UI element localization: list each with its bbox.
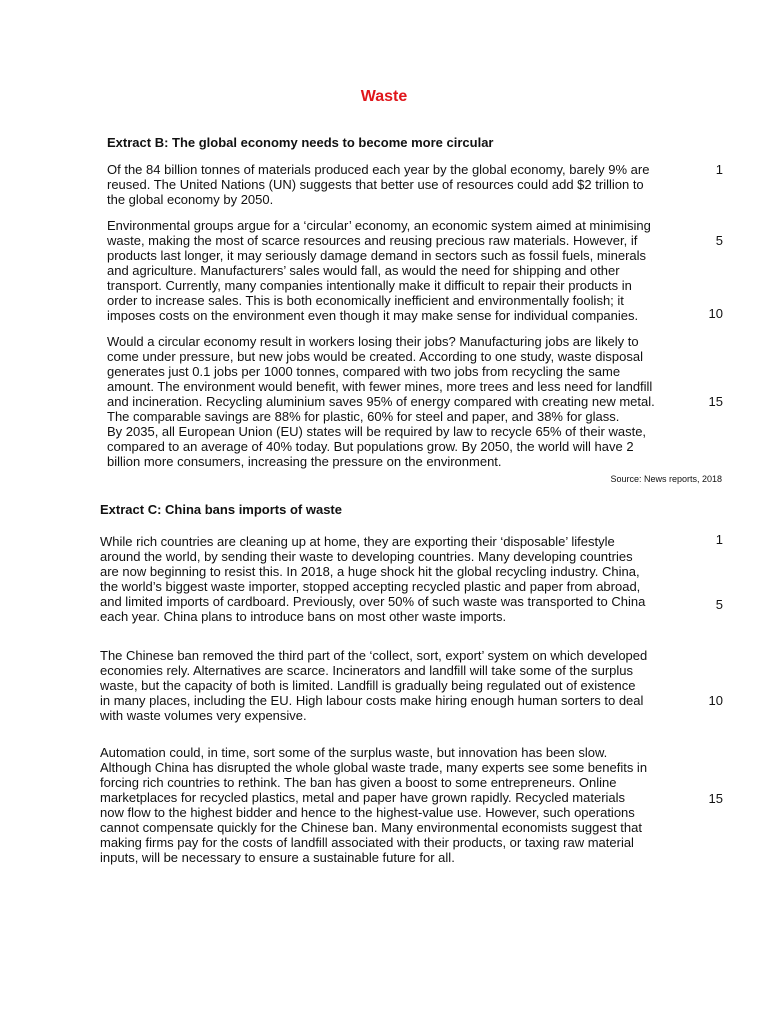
extract-c-line: with waste volumes very expensive. bbox=[100, 708, 307, 723]
extract-c-heading: Extract C: China bans imports of waste bbox=[100, 502, 342, 517]
extract-c-line: cannot compensate quickly for the Chinese ban. Many environmental economists suggest that bbox=[100, 820, 642, 835]
extract-b-line: The comparable savings are 88% for plastic, 60% for steel and paper, and 38% for glass. bbox=[107, 409, 620, 424]
extract-b-line: Environmental groups argue for a ‘circular’ economy, an economic system aimed at minimising bbox=[107, 218, 651, 233]
extract-b-line: and agriculture. Manufacturers’ sales would fall, as would the need for shipping and other bbox=[107, 263, 620, 278]
extract-b-line: the global economy by 2050. bbox=[107, 192, 274, 207]
line-number: 10 bbox=[708, 306, 723, 321]
extract-c-line: economies rely. Alternatives are scarce. Incinerators and landfill will take some of the surplus bbox=[100, 663, 634, 678]
extract-c-line: waste, but the capacity of both is limited. Landfill is gradually being regulated out of existence bbox=[100, 678, 636, 693]
extract-b-line: By 2035, all European Union (EU) states will be required by law to recycle 65% of their waste, bbox=[107, 424, 647, 439]
extract-b-line: billion more consumers, increasing the pressure on the environment. bbox=[107, 454, 502, 469]
extract-c-line: making firms pay for the costs of landfill associated with their products, or taxing raw material bbox=[100, 835, 634, 850]
extract-c-line: Automation could, in time, sort some of the surplus waste, but innovation has been slow. bbox=[100, 745, 608, 760]
extract-c-line: inputs, will be necessary to ensure a sustainable future for all. bbox=[100, 850, 455, 865]
extract-b-line: Would a circular economy result in workers losing their jobs? Manufacturing jobs are likely to bbox=[107, 334, 639, 349]
extract-b-line: waste, making the most of scarce resources and reusing precious raw materials. However, if bbox=[107, 233, 638, 248]
line-number: 15 bbox=[708, 791, 723, 806]
extract-b-line: come under pressure, but new jobs would be created. According to one study, waste disposal bbox=[107, 349, 643, 364]
extract-b-line: generates just 0.1 jobs per 1000 tonnes, compared with two jobs from recycling the same bbox=[107, 364, 621, 379]
extract-c-line: and limited imports of cardboard. Previously, over 50% of such waste was transported to China bbox=[100, 594, 646, 609]
line-number: 1 bbox=[715, 162, 723, 177]
extract-b-line: order to increase sales. This is both economically inefficient and environmentally foolish; it bbox=[107, 293, 624, 308]
extract-c-line: are now beginning to resist this. In 2018, a huge shock hit the global recycling industry. China, bbox=[100, 564, 640, 579]
extract-c-line: While rich countries are cleaning up at home, they are exporting their ‘disposable’ lifestyle bbox=[100, 534, 615, 549]
extract-b-line: and incineration. Recycling aluminium saves 95% of energy compared with creating new metal. bbox=[107, 394, 655, 409]
extract-c-line: each year. China plans to introduce bans on most other waste imports. bbox=[100, 609, 507, 624]
extract-b-line: reused. The United Nations (UN) suggests that better use of resources could add $2 trillion to bbox=[107, 177, 644, 192]
extract-b-line: products last longer, it may seriously damage demand in sectors such as fossil fuels, minerals bbox=[107, 248, 647, 263]
extract-c-line: around the world, by sending their waste to developing countries. Many developing countries bbox=[100, 549, 633, 564]
extract-c-line: Although China has disrupted the whole global waste trade, many experts see some benefits in bbox=[100, 760, 648, 775]
extract-c-line: now flow to the highest bidder and hence to the highest-value use. However, such operations bbox=[100, 805, 635, 820]
extract-b-line: compared to an average of 40% today. But populations grow. By 2050, the world will have 2 bbox=[107, 439, 634, 454]
extract-b-line: amount. The environment would benefit, with fewer mines, more trees and less need for landfill bbox=[107, 379, 653, 394]
extract-c-line: the world’s biggest waste importer, stopped accepting recycled plastic and paper from abroad, bbox=[100, 579, 641, 594]
extract-c-line: forcing rich countries to rethink. The ban has given a boost to some entrepreneurs. Online bbox=[100, 775, 617, 790]
extract-b-heading: Extract B: The global economy needs to become more circular bbox=[107, 135, 494, 150]
extract-b-line: transport. Currently, many companies intentionally make it difficult to repair their products in bbox=[107, 278, 632, 293]
extract-c-line: in many places, including the EU. High labour costs make hiring enough human sorters to deal bbox=[100, 693, 644, 708]
extract-c-line: The Chinese ban removed the third part of the ‘collect, sort, export’ system on which developed bbox=[100, 648, 648, 663]
source-citation: Source: News reports, 2018 bbox=[610, 474, 722, 484]
line-number: 15 bbox=[708, 394, 723, 409]
line-number: 5 bbox=[715, 597, 723, 612]
extract-c-line: marketplaces for recycled plastics, metal and paper have grown rapidly. Recycled materials bbox=[100, 790, 626, 805]
page-title: Waste bbox=[360, 88, 408, 105]
extract-b-line: Of the 84 billion tonnes of materials produced each year by the global economy, barely 9% are bbox=[107, 162, 650, 177]
line-number: 5 bbox=[715, 233, 723, 248]
line-number: 1 bbox=[715, 532, 723, 547]
extract-b-line: imposes costs on the environment even though it may make sense for individual companies. bbox=[107, 308, 639, 323]
line-number: 10 bbox=[708, 693, 723, 708]
